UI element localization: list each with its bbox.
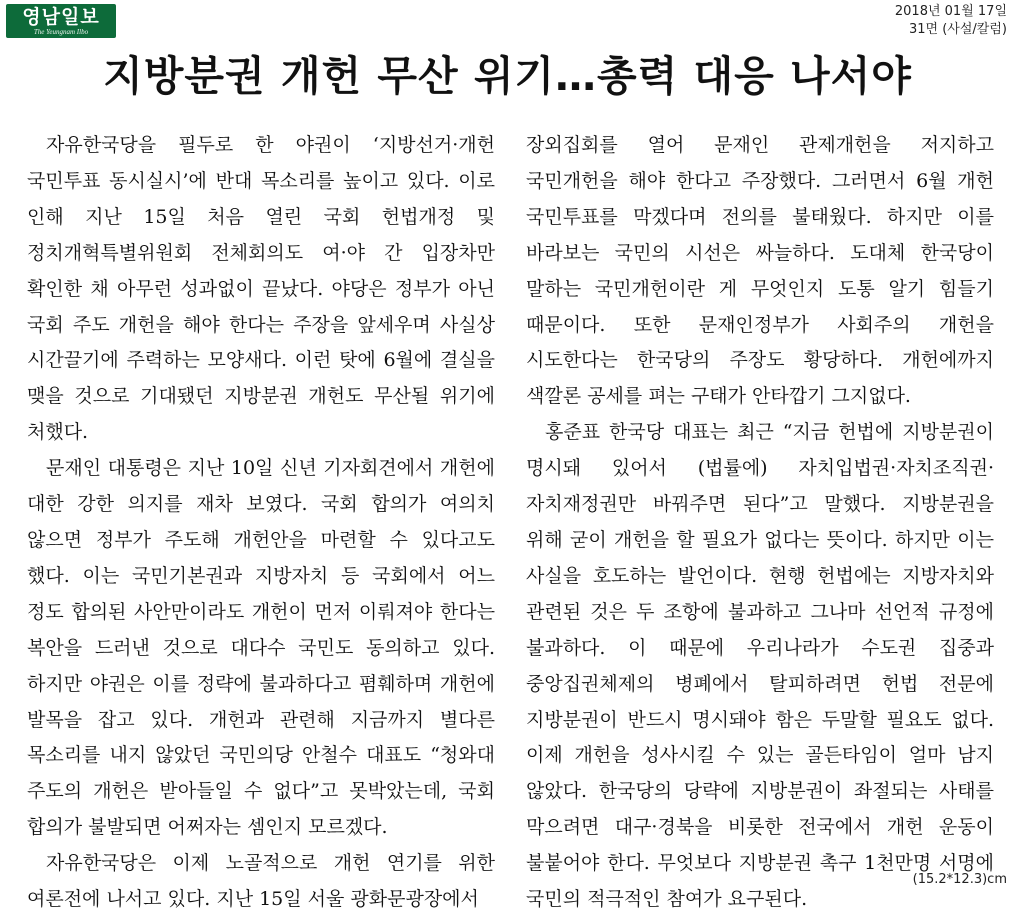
article-paragraph: 장외집회를 열어 문재인 관제개헌을 저지하고 국민개헌을 해야 한다고 주장했다. 그러면서 6월 개헌 국민투표를 막겠다며 전의를 불태웠다. 하지만 이를 바라보는 국민의 시선은 싸늘하다. 도대체 한국당이 말하는 국민개헌이란 게 무엇인지 도통 알기 힘들기 때문이다. 또한 문재인정부가 사회주의 개헌을 시도한다는 한국당의 주장도 황당하다. 개헌에까지 색깔론 공세를 펴는 구태가 안타깝기 그지없다. bbox=[526, 134, 994, 408]
article-column-right bbox=[526, 128, 994, 918]
article-paragraph: 자유한국당은 이제 노골적으로 개헌 연기를 위한 여론전에 나서고 있다. 지난 15일 서울 광화문광장에서 bbox=[27, 852, 495, 911]
article-paragraph: 문재인 대통령은 지난 10일 신년 기자회견에서 개헌에 대한 강한 의지를 재차 보였다. 국회 합의가 여의치 않으면 정부가 주도해 개헌안을 마련할 수 있다고도 했다. 이는 국민기본권과 지방자치 등 국회에서 어느 정도 합의된 사안만이라도 개헌이 먼저 이뤄져야 한다는 복안을 드러낸 것으로 대다수 국민도 동의하고 있다. 하지만 야권은 이를 정략에 불과하다고 폄훼하며 개헌에 발목을 잡고 있다. 개헌과 관련해 지금까지 별다른 목소리를 내지 않았던 국민의당 안철수 대표도 “청와대 주도의 개헌은 받아들일 수 없다”고 못박았는데, 국회 합의가 불발되면 어쩌자는 셈인지 모르겠다. bbox=[27, 457, 495, 839]
article-paragraph: 홍준표 한국당 대표는 최근 “지금 헌법에 지방분권이 명시돼 있어서 (법률에) 자치입법권·자치조직권·자치재정권만 바꿔주면 된다”고 말했다. 지방분권을 위해 굳이 개헌을 할 필요가 없다는 뜻이다. 하지만 이는 사실을 호도하는 발언이다. 현행 헌법에는 지방자치와 관련된 것은 두 조항에 불과하고 그나마 선언적 규정에 불과하다. 이 때문에 우리나라가 수도권 집중과 중앙집권체제의 병폐에서 탈피하려면 헌법 전문에 지방분권이 반드시 명시돼야 함은 두말할 필요도 없다. 이제 개헌을 성사시킬 수 있는 골든타임이 얼마 남지 않았다. 한국당의 당략에 지방분권이 좌절되는 사태를 막으려면 대구·경북을 비롯한 전국에서 개헌 운동이 불붙어야 한다. 무엇보다 지방분권 촉구 1천만명 서명에 국민의 적극적인 참여가 요구된다. bbox=[526, 421, 994, 911]
logo-text: 영남일보 bbox=[22, 6, 100, 28]
publication-meta bbox=[895, 3, 1007, 39]
newspaper-logo bbox=[6, 4, 116, 38]
article-column-left bbox=[27, 128, 495, 918]
article-size-note: (15.2*12.3)cm bbox=[912, 872, 1007, 887]
page-section: 31면 (사설/칼럼) bbox=[909, 22, 1007, 37]
article-headline: 지방분권 개헌 무산 위기…총력 대응 나서야 bbox=[103, 52, 912, 100]
logo-subtitle: The Yeungnam Ilbo bbox=[33, 28, 89, 36]
publication-date: 2018년 01월 17일 bbox=[894, 4, 1007, 19]
article-paragraph: 자유한국당을 필두로 한 야권이 ‘지방선거·개헌 국민투표 동시실시’에 반대 목소리를 높이고 있다. 이로 인해 지난 15일 처음 열린 국회 헌법개정 및 정치개혁특별위원회 전체회의도 여·야 간 입장차만 확인한 채 아무런 성과없이 끝났다. 야당은 정부가 아닌 국회 주도 개헌을 해야 한다는 주장을 앞세우며 사실상 시간끌기에 주력하는 모양새다. 이런 탓에 6월에 결실을 맺을 것으로 기대됐던 지방분권 개헌도 무산될 위기에 처했다. bbox=[27, 134, 495, 444]
